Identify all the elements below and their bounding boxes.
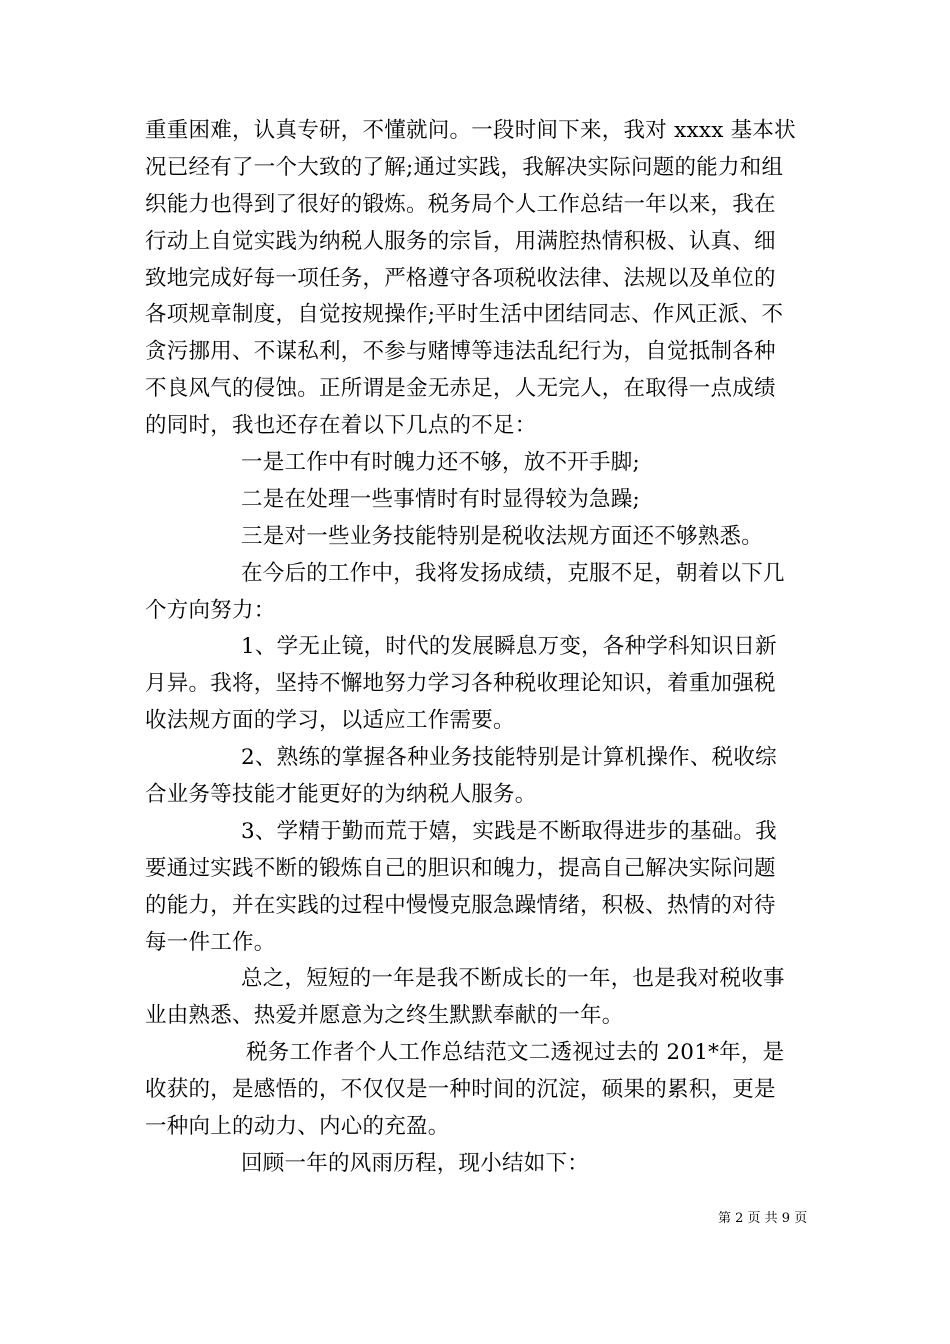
text-line: 行动上自觉实践为纳税人服务的宗旨，用满腔热情积极、认真、细 bbox=[145, 228, 776, 254]
text-line: 况已经有了一个大致的了解;通过实践，我解决实际问题的能力和组 bbox=[145, 154, 784, 180]
text-line: 致地完成好每一项任务，严格遵守各项税收法律、法规以及单位的 bbox=[145, 265, 776, 291]
text-line: 的同时，我也还存在着以下几点的不足： bbox=[145, 413, 537, 439]
text-line: 每一件工作。 bbox=[145, 929, 276, 955]
text-line: 合业务等技能才能更好的为纳税人服务。 bbox=[145, 782, 537, 808]
text-line: 月异。我将，坚持不懈地努力学习各种税收理论知识，着重加强税 bbox=[145, 671, 776, 697]
text-line: 个方向努力： bbox=[145, 597, 276, 623]
text-line: 要通过实践不断的锻炼自己的胆识和魄力，提高自己解决实际问题 bbox=[145, 855, 776, 881]
text-line: 不良风气的侵蚀。正所谓是金无赤足，人无完人，在取得一点成绩 bbox=[145, 376, 776, 402]
text-line: 的能力，并在实践的过程中慢慢克服急躁情绪，积极、热情的对待 bbox=[145, 892, 776, 918]
text-line: 业由熟悉、热爱并愿意为之终生默默奉献的一年。 bbox=[145, 1003, 624, 1029]
paragraph-start: 在今后的工作中，我将发扬成绩，克服不足，朝着以下几 bbox=[241, 560, 785, 586]
list-item-goal-3: 3、学精于勤而荒于嬉，实践是不断取得进步的基础。我 bbox=[241, 818, 777, 844]
list-item-goal-2: 2、熟练的掌握各种业务技能特别是计算机操作、税收综 bbox=[241, 745, 777, 771]
list-item-goal-1: 1、学无止镜，时代的发展瞬息万变，各种学科知识日新 bbox=[241, 634, 777, 660]
paragraph-start: 总之，短短的一年是我不断成长的一年，也是我对税收事 bbox=[241, 966, 785, 992]
list-item-shortcoming-2: 二是在处理一些事情时有时显得较为急躁; bbox=[241, 486, 640, 512]
document-body bbox=[145, 113, 808, 1183]
text-line: 织能力也得到了很好的锻炼。税务局个人工作总结一年以来，我在 bbox=[145, 191, 776, 217]
text-line: 各项规章制度，自觉按规操作;平时生活中团结同志、作风正派、不 bbox=[145, 302, 784, 328]
list-item-shortcoming-3: 三是对一些业务技能特别是税收法规方面还不够熟悉。 bbox=[241, 523, 764, 549]
text-line: 重重困难，认真专研，不懂就问。一段时间下来，我对 xxxx 基本状 bbox=[145, 118, 796, 143]
text-line: 贪污挪用、不谋私利，不参与赌博等违法乱纪行为，自觉抵制各种 bbox=[145, 339, 776, 365]
page-number: 第 2 页 共 9 页 bbox=[718, 1211, 808, 1226]
text-line: 一种向上的动力、内心的充盈。 bbox=[145, 1114, 450, 1140]
list-item-shortcoming-1: 一是工作中有时魄力还不够，放不开手脚; bbox=[241, 450, 640, 476]
text-line: 收获的，是感悟的，不仅仅是一种时间的沉淀，硕果的累积，更是 bbox=[145, 1077, 776, 1103]
text-line: 收法规方面的学习，以适应工作需要。 bbox=[145, 708, 515, 734]
paragraph-start: 税务工作者个人工作总结范文二透视过去的 201*年，是 bbox=[246, 1040, 785, 1066]
paragraph-start: 回顾一年的风雨历程，现小结如下： bbox=[241, 1150, 590, 1176]
